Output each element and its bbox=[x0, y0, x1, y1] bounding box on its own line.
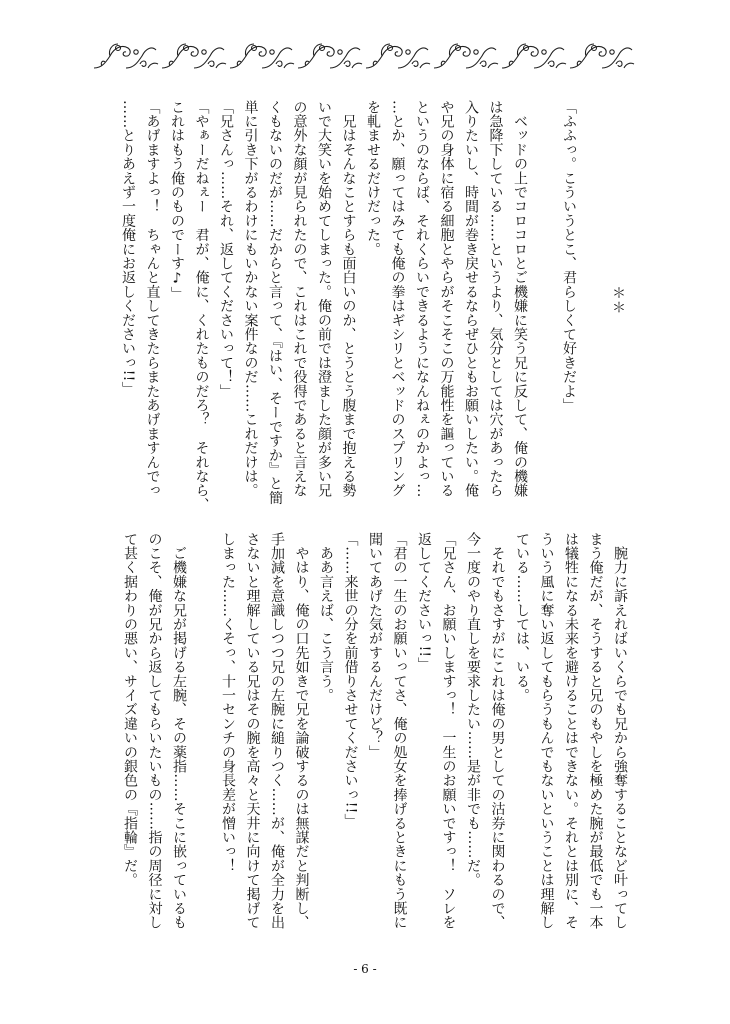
text-line: やはり、俺の口先如きで兄を論破するのは無謀だと判断し、 bbox=[293, 532, 310, 930]
vine-ornament-icon bbox=[94, 44, 158, 68]
text-line: の意外な顔が見られたので、これはこれで役得であると言えな bbox=[291, 100, 308, 498]
text-line: 「君の一生のお願いってさ、俺の処女を捧げるときにもう既に bbox=[391, 532, 408, 930]
text-line: ている……しては、いる。 bbox=[514, 532, 530, 703]
text-line: 単に引き下がるわけにもいかない案件なのだ……これだけは。 bbox=[242, 100, 259, 498]
text-line: 兄はそんなことすらも面白いのか、とうとう腹まで抱える勢 bbox=[340, 100, 357, 498]
text-line: 「兄さん、お願いしますっ！ 一生のお願いですっ！ ソレを bbox=[440, 532, 457, 930]
text-line: 「あげますよっ！ ちゃんと直してきたらまたあげますんでっ bbox=[144, 100, 161, 498]
text-line: を軋ませるだけだった。 bbox=[365, 100, 381, 257]
text-line: 手加減を意識しつつ兄の左腕に縋りつく……が、俺が全力を出 bbox=[269, 532, 285, 930]
blank-line bbox=[191, 532, 216, 932]
text-line: 「やぁーだねぇー 君が、俺に、くれたものだろ？ それなら、 bbox=[193, 100, 210, 512]
vine-ornament-icon bbox=[570, 44, 634, 68]
text-line: まう俺だが、そうすると兄のもやしを極めた腕が最低でも一本 bbox=[587, 532, 604, 930]
text-line: …とか、願ってはみても俺の拳はギシリとベッドのスプリング bbox=[389, 100, 406, 498]
text-line: 入りたいし、時間が巻き戻せるならぜひともお願いしたい。俺 bbox=[463, 100, 479, 498]
blank-line bbox=[532, 100, 557, 500]
text-section-top bbox=[116, 100, 631, 512]
text-line: 「兄さんっ……それ、返してくださいって！」 bbox=[218, 100, 234, 399]
section-break: ＊＊ bbox=[610, 285, 626, 315]
text-line: それでもさすがにこれは俺の男としての沽券に関わるので、 bbox=[489, 532, 506, 930]
text-line: や兄の身体に宿る細胞とやらがそこそこの万能性を謳っている bbox=[438, 100, 455, 498]
text-line: のこそ、俺が兄から返してもらいたいもの……指の周径に対し bbox=[146, 532, 163, 930]
text-line: ああ言えば、こう言う。 bbox=[318, 532, 334, 703]
text-line: くもないのだが……だからと言って、『はい、そーですか』と簡 bbox=[267, 100, 283, 505]
text-line: しまった……くそっ、十一センチの身長差が憎いっ！ bbox=[220, 532, 236, 873]
text-line: いで大笑いを始めてしまった。俺の前では澄ました顔が多い兄 bbox=[316, 100, 332, 498]
text-line: ……とりあえず一度俺にお返しくださいっ!!」 bbox=[120, 100, 136, 396]
text-line: さないと理解している兄はその腕を高々と天井に向けて掲げて bbox=[244, 532, 261, 930]
blank-line bbox=[581, 100, 606, 500]
vine-ornament-icon bbox=[366, 44, 430, 68]
text-line: これはもう俺のものでーす♪」 bbox=[169, 100, 185, 301]
text-line: 聞いてあげた気がするんだけど？」 bbox=[367, 532, 383, 760]
vine-ornament-icon bbox=[298, 44, 362, 68]
vine-ornament-icon bbox=[230, 44, 294, 68]
text-section-bottom bbox=[118, 532, 633, 932]
vine-ornament-icon bbox=[502, 44, 566, 68]
text-line: ご機嫌な兄が掲げる左腕、その薬指……そこに嵌っているも bbox=[171, 532, 187, 930]
text-line: は犠牲になる未来を避けることはできない。それとは別に、そ bbox=[563, 532, 579, 930]
text-line: 返してくださいっ!!」 bbox=[416, 532, 432, 672]
text-line: 今一度のやり直しを要求したい……是が非でも……だ。 bbox=[465, 532, 481, 887]
vine-ornament-icon bbox=[434, 44, 498, 68]
text-line: 「……来世の分を前借りさせてくださいっ!!」 bbox=[342, 532, 359, 828]
text-line: というのならば、それくらいできるようになんねぇのかよっ… bbox=[414, 100, 430, 498]
text-line: 「ふふっ。こういうとこ、君らしくて好きだよ」 bbox=[561, 100, 577, 413]
page-number: - 6 - bbox=[353, 962, 377, 976]
decorative-vine-border bbox=[92, 38, 642, 72]
text-line: て甚く据わりの悪い、サイズ違いの銀色の『指輪』だ。 bbox=[122, 532, 138, 887]
text-line: ういう風に奪い返してもらうもんでもないということは理解し bbox=[538, 532, 555, 930]
text-line: ベッドの上でコロコロとご機嫌に笑う兄に反して、俺の機嫌 bbox=[512, 100, 528, 498]
vine-ornament-icon bbox=[162, 44, 226, 68]
text-line: 腕力に訴えればいくらでも兄から強奪することなど叶ってし bbox=[612, 532, 628, 930]
text-line: は急降下している……というより、気分としては穴があったら bbox=[487, 100, 504, 498]
